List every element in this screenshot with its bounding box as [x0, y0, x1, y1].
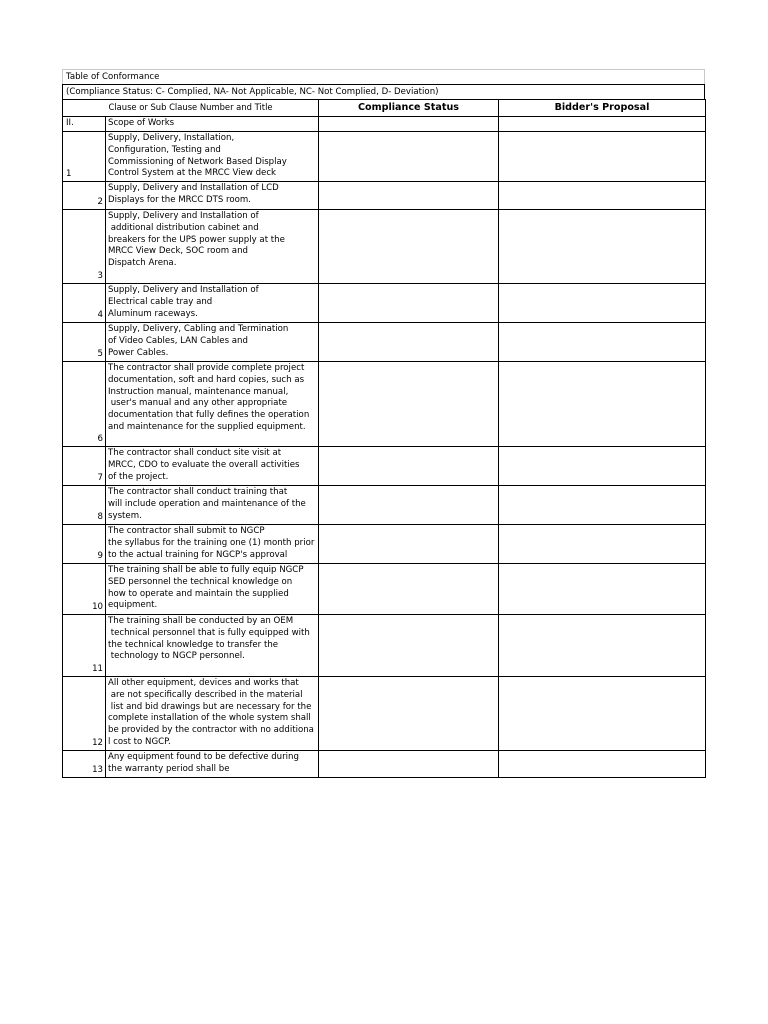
section-title: Scope of Works [106, 117, 319, 132]
item-description: The contractor shall submit to NGCP the syllabus for the training one (1) month prior to the actual training for NGCP's approval [106, 525, 319, 564]
item-number: 1 [63, 132, 106, 182]
bidders-proposal-cell[interactable] [499, 486, 706, 525]
item-number: 5 [63, 323, 106, 362]
compliance-status-cell[interactable] [319, 615, 499, 677]
compliance-status-cell[interactable] [319, 323, 499, 362]
table-row [63, 447, 706, 486]
item-description: Any equipment found to be defective during the warranty period shall be [106, 751, 319, 778]
table-row [63, 751, 706, 778]
bidders-proposal-cell[interactable] [499, 182, 706, 210]
header-compliance-status: Compliance Status [319, 100, 499, 117]
bidders-proposal-cell[interactable] [499, 284, 706, 323]
compliance-status-cell[interactable] [319, 132, 499, 182]
bidders-proposal-cell[interactable] [499, 447, 706, 486]
compliance-status-cell[interactable] [319, 525, 499, 564]
bidders-proposal-cell[interactable] [499, 677, 706, 751]
item-number: 8 [63, 486, 106, 525]
table-row [63, 362, 706, 447]
table-title: Table of Conformance [62, 69, 705, 84]
item-number: 6 [63, 362, 106, 447]
header-clause: Clause or Sub Clause Number and Title [63, 100, 319, 117]
compliance-status-cell[interactable] [319, 447, 499, 486]
compliance-status-cell[interactable] [319, 362, 499, 447]
compliance-status-cell[interactable] [319, 210, 499, 284]
compliance-status-cell[interactable] [319, 564, 499, 615]
bidders-proposal-cell[interactable] [499, 525, 706, 564]
bidders-proposal-cell[interactable] [499, 362, 706, 447]
conformance-table [62, 99, 706, 778]
compliance-status-cell[interactable] [319, 751, 499, 778]
table-row [63, 210, 706, 284]
table-row [63, 284, 706, 323]
compliance-status-cell[interactable] [319, 182, 499, 210]
item-number: 12 [63, 677, 106, 751]
item-description: The contractor shall conduct site visit at MRCC, CDO to evaluate the overall activities of the project. [106, 447, 319, 486]
conformance-sheet [62, 69, 705, 778]
compliance-legend: (Compliance Status: C- Complied, NA- Not Applicable, NC- Not Complied, D- Deviation) [62, 84, 705, 99]
bidders-proposal-cell[interactable] [499, 751, 706, 778]
table-row [63, 677, 706, 751]
bidders-proposal-cell[interactable] [499, 615, 706, 677]
bidders-proposal-cell[interactable] [499, 564, 706, 615]
table-row [63, 132, 706, 182]
item-description: Supply, Delivery and Installation of LCD Displays for the MRCC DTS room. [106, 182, 319, 210]
compliance-status-cell[interactable] [319, 117, 499, 132]
section-number: II. [63, 117, 106, 132]
item-description: The contractor shall provide complete project documentation, soft and hard copies, such as Instruction manual, maintenance manual, user's manual and any other appropriate documentation that fully defines the operation and maintenance for the supplied equipment. [106, 362, 319, 447]
item-description: Supply, Delivery, Installation, Configuration, Testing and Commissioning of Network Based Display Control System at the MRCC View deck [106, 132, 319, 182]
header-bidders-proposal: Bidder's Proposal [499, 100, 706, 117]
item-description: Supply, Delivery and Installation of additional distribution cabinet and breakers for the UPS power supply at the MRCC View Deck, SOC room and Dispatch Arena. [106, 210, 319, 284]
item-description: The training shall be conducted by an OEM technical personnel that is fully equipped with the technical knowledge to transfer the technology to NGCP personnel. [106, 615, 319, 677]
item-description: Supply, Delivery and Installation of Electrical cable tray and Aluminum raceways. [106, 284, 319, 323]
bidders-proposal-cell[interactable] [499, 210, 706, 284]
bidders-proposal-cell[interactable] [499, 132, 706, 182]
compliance-status-cell[interactable] [319, 486, 499, 525]
table-row [63, 525, 706, 564]
item-number: 9 [63, 525, 106, 564]
bidders-proposal-cell[interactable] [499, 323, 706, 362]
item-description: All other equipment, devices and works that are not specifically described in the material list and bid drawings but are necessary for the complete installation of the whole system shall be provided by the contractor with no additiona l cost to NGCP. [106, 677, 319, 751]
item-description: The training shall be able to fully equip NGCP SED personnel the technical knowledge on how to operate and maintain the supplied equipment. [106, 564, 319, 615]
section-row [63, 117, 706, 132]
table-row [63, 182, 706, 210]
item-number: 3 [63, 210, 106, 284]
item-description: The contractor shall conduct training that will include operation and maintenance of the system. [106, 486, 319, 525]
item-number: 10 [63, 564, 106, 615]
table-row [63, 564, 706, 615]
item-number: 4 [63, 284, 106, 323]
item-number: 11 [63, 615, 106, 677]
compliance-status-cell[interactable] [319, 677, 499, 751]
compliance-status-cell[interactable] [319, 284, 499, 323]
item-number: 13 [63, 751, 106, 778]
item-number: 2 [63, 182, 106, 210]
table-row [63, 486, 706, 525]
item-description: Supply, Delivery, Cabling and Termination of Video Cables, LAN Cables and Power Cables. [106, 323, 319, 362]
table-row [63, 323, 706, 362]
header-row [63, 100, 706, 117]
item-number: 7 [63, 447, 106, 486]
bidders-proposal-cell[interactable] [499, 117, 706, 132]
table-row [63, 615, 706, 677]
